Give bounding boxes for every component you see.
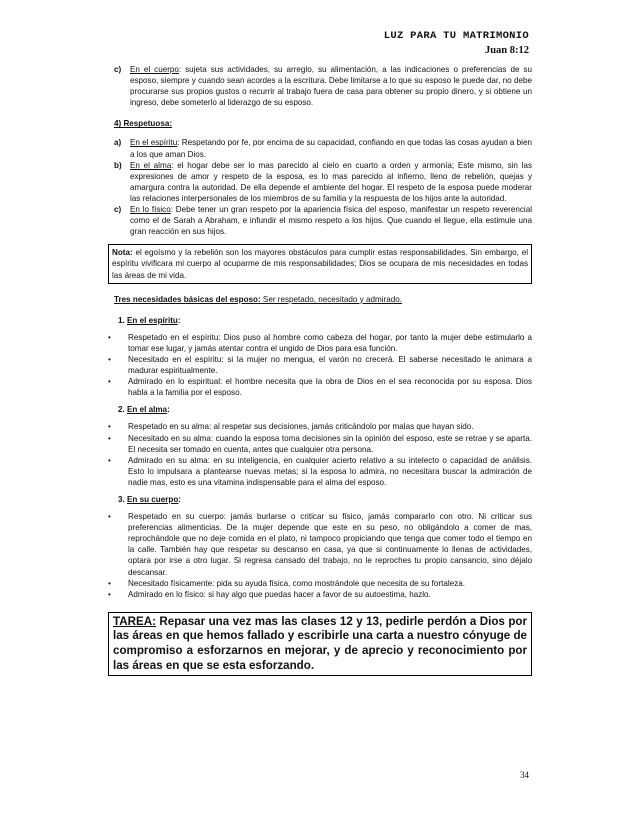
homework-text: Repasar una vez mas las clases 12 y 13, pedirle perdón a Dios por las áreas en que hemos fallado y escribirle una carta a nuestro cónyuge de compromiso a esforzarnos en mejorar, y de aprecio y reconocimiento por las áreas en que se esta esforzando. (113, 614, 527, 672)
bullet-icon: • (108, 589, 111, 599)
note-text: el egoísmo y la rebelión son los mayores obstáculos para cumplir estas responsabilidades. Sin embargo, el espíritu vivificara mi cuerpo al ocuparme de mis responsabilidades; Dios se ocupara de mis necesidades en todas las áreas de mi vida. (112, 248, 528, 280)
bullet-item: • Respetado en su alma: al respetar sus decisiones, jamás criticándolo por malas que hayan sido. (108, 422, 474, 432)
note-box (108, 244, 532, 283)
item-lead: En el cuerpo (130, 65, 179, 74)
bullet-item: • Respetado en su cuerpo: jamás burlarse o criticar su físico, jamás compararlo con otro. Ni criticar sus preferencias alimenticias. De la mujer depende que este en su peso, no obligándolo a comer de mas, reprochándole que no deje comida en el plato, ni tampoco propiciando que tenga que comer todo el tiempo en la calle. También hay que respetar su descanso en casa, ya que si continuamente lo llenas de actividades, optara por irse a otro lugar. Si regresa cansado del trabajo, no le reproches tu propio cansancio, sino déjalo descansar. (108, 512, 532, 577)
item-lead: En el espíritu (130, 138, 178, 148)
bullet-icon: • (108, 422, 111, 432)
homework-label: TAREA: (113, 614, 156, 628)
document-title: LUZ PARA TU MATRIMONIO (383, 30, 529, 42)
bullet-item: • Admirado en lo espiritual: el hombre necesita que la obra de Dios en el sea reconocida por su esposa. Dios habla a la familia por el esposo. (108, 377, 532, 398)
bullet-icon: • (108, 455, 111, 465)
bullet-item: • Necesitado en el espíritu: si la mujer no mengua, el varón no crecerá. El saberse necesitado le animara a madurar espiritualmente. (108, 354, 532, 376)
bullet-icon: • (108, 578, 111, 588)
page-number: 34 (520, 770, 529, 780)
list-item (108, 64, 532, 108)
item-label: c) (114, 65, 122, 74)
homework-box (108, 612, 532, 676)
needs-text: Ser respetado, necesitado y admirado. (260, 294, 402, 304)
list-item (108, 160, 532, 204)
item-lead: En lo físico (130, 205, 171, 215)
document-subtitle: Juan 8:12 (484, 45, 529, 56)
item-lead: En el alma (130, 160, 172, 170)
item-text: : Debe tener un gran respeto por la apariencia física del esposo, manifestar un respeto reverencial como el de Sarah a Abraham, e infundir el mismo respeto a los hijos. Que cuando el llegue, ella estimule una gran reacción en sus hijos. (130, 205, 532, 237)
needs-heading: Tres necesidades básicas del esposo: (114, 294, 261, 304)
bullet-item: • Admirado en su alma: en su inteligencia, en cualquier acierto relativo a su intelecto o capacidad de análisis. Esto lo impulsara a plantearse nuevas metas; si la esposa lo admira, no necesitara buscar la admiración de nadie mas, esto es una vitamina indispensable para el alma del esposo. (108, 455, 532, 487)
note-label: Nota: (112, 248, 133, 258)
bullet-item: • Necesitado físicamente: pida su ayuda física, como mostrándole que necesita de su fortaleza. (108, 578, 465, 588)
bullet-item: • Necesitado en su alma: cuando la esposa toma decisiones sin la opinión del esposo, este se retrae y se aparta. El necesita ser tomado en cuenta, antes que cualquier otra persona. (108, 433, 532, 454)
item-label: c) (114, 205, 122, 215)
list-item (108, 204, 532, 237)
item-label: a) (114, 138, 122, 148)
list-item (108, 137, 532, 159)
section-heading: 4) Respetuosa: (114, 119, 173, 129)
bullet-icon: • (108, 433, 111, 443)
page-content (108, 64, 532, 676)
item-text: : Respetando por fe, por encima de su capacidad, confiando en que todas las cosas ayudan a bien a los que aman Dios. (130, 138, 532, 159)
item-text: : el hogar debe ser lo mas parecido al cielo en cuarto a orden y armonía; Este mismo, sin las expresiones de amor y respeto de la esposa, es lo mas parecido al infierno, lleno de rebelión, quejas y amargura contra la autoridad. De ella depende el ambiente del hogar. El respeto de la esposa puede moderar las relaciones interpersonales de los miembros de su familia y la respuesta de los hijos ante la autoridad. (130, 160, 532, 203)
bullet-icon: • (108, 332, 111, 342)
bullet-icon: • (108, 354, 111, 364)
bullet-item: • Admirado en lo físico: si hay algo que puedas hacer a favor de su autoestima, hazlo. (108, 589, 431, 599)
bullet-icon: • (108, 512, 111, 522)
bullet-icon: • (108, 377, 111, 387)
subsection-heading: 1. En el espíritu: (118, 315, 181, 325)
subsection-heading: 3. En su cuerpo: (118, 495, 181, 504)
item-text: : sujeta sus actividades, su arreglo, su alimentación, a las indicaciones o preferencias de su esposo, siempre y cuando sean acordes a la escritura. Debe limitarse a lo que su esposo le puede dar, no debe procurarse sus propios gustos o recurrir al trabajo fuera de casa para obtener su propio dinero, y si obtiene un ingreso, debe someterlo al liderazgo de su esposo. (130, 65, 532, 108)
subsection-heading: 2. En el alma: (118, 405, 170, 415)
bullet-item: • Respetado en el espíritu: Dios puso al hombre como cabeza del hogar, por tanto la mujer debe estimularlo a tomar ese lugar, y jamás atentar contra el ungido de Dios para esa función. (108, 332, 532, 353)
needs-line (114, 294, 532, 305)
item-label: b) (114, 160, 122, 170)
